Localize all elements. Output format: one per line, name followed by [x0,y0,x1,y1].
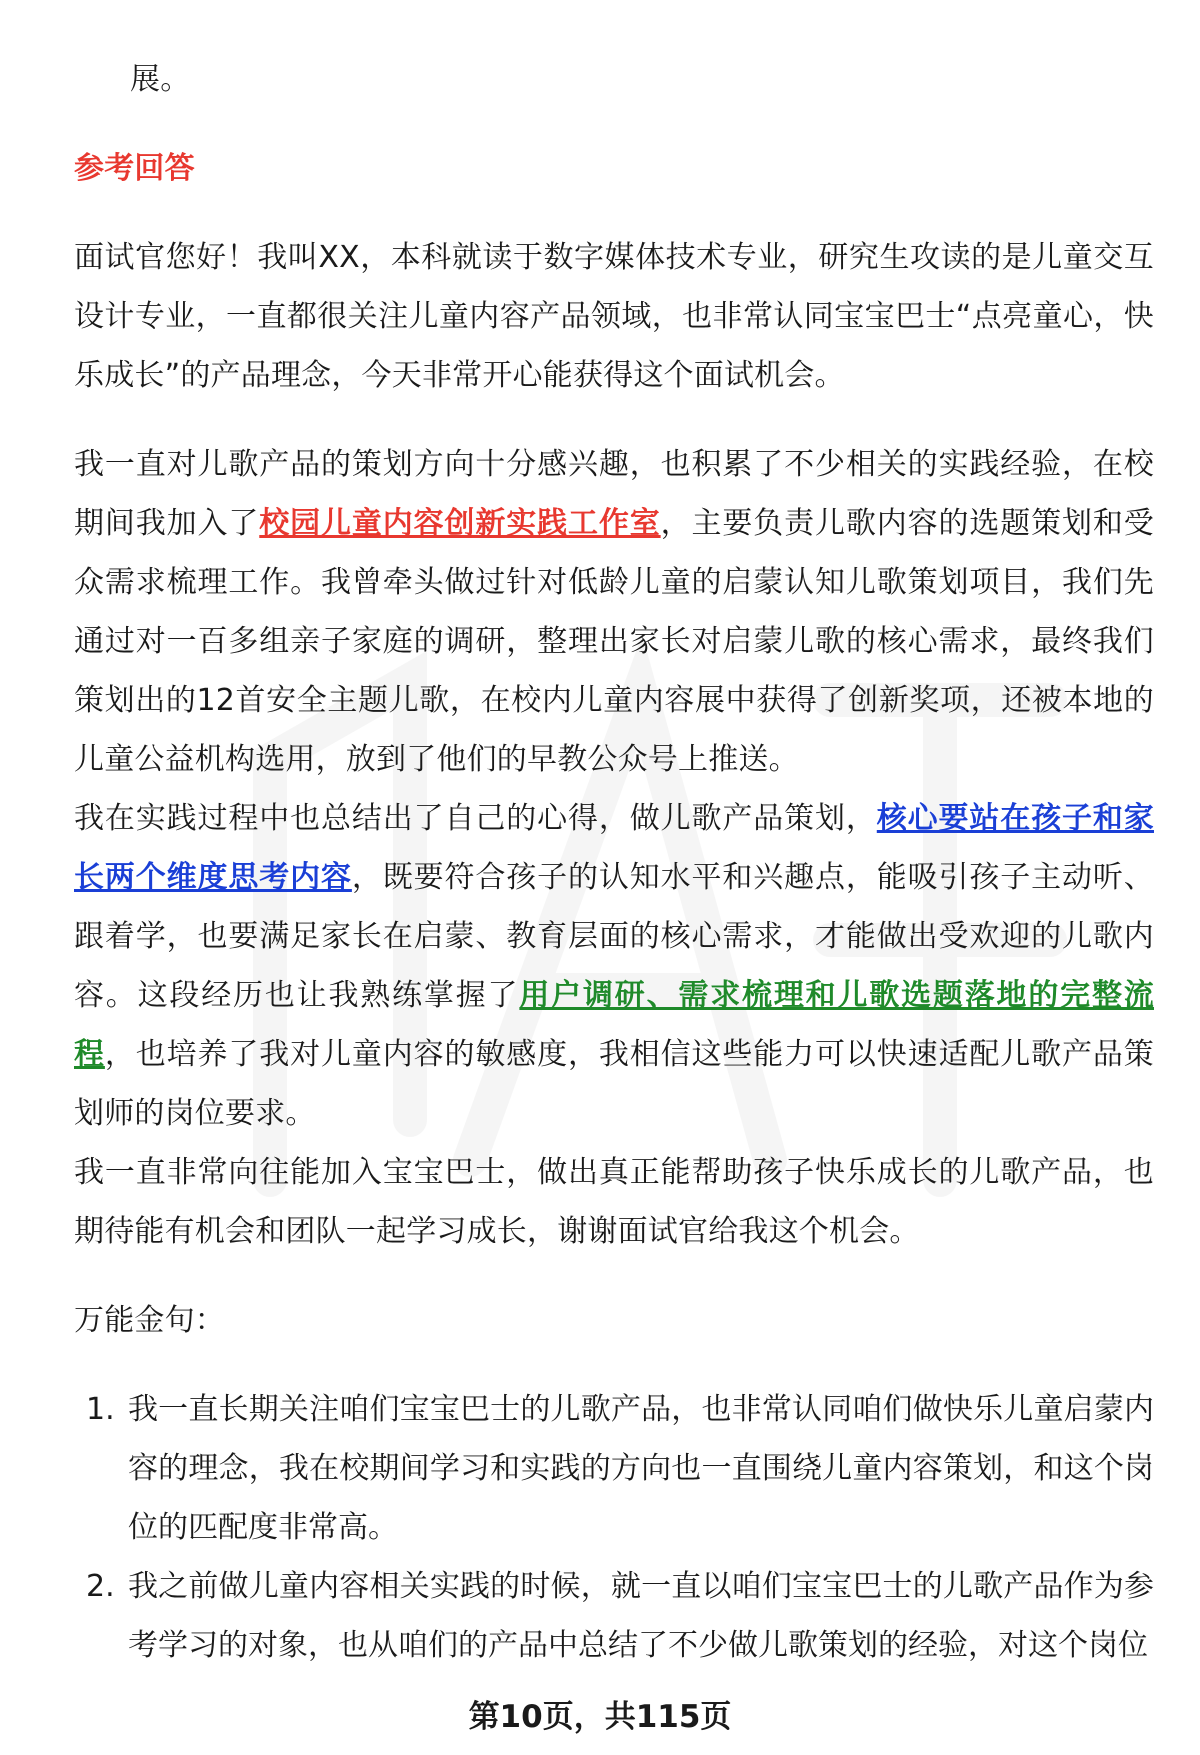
document-body [74,50,1154,1675]
intro-paragraph: 面试官您好！我叫XX，本科就读于数字媒体技术专业，研究生攻读的是儿童交互设计专业，一直都很关注儿童内容产品领域，也非常认同宝宝巴士“点亮童心，快乐成长”的产品理念，今天非常开心能获得这个面试机会。 [74,240,1154,393]
list-item [74,1557,1154,1675]
section-heading: 参考回答 [74,151,195,186]
list-number: 1. [86,1392,115,1427]
experience-paragraph [74,435,1154,789]
list-number: 2. [86,1569,115,1604]
insight-paragraph [74,789,1154,1143]
tips-label: 万能金句： [74,1303,225,1338]
insight-text-a: 我在实践过程中也总结出了自己的心得，做儿歌产品策划， [74,801,877,836]
continuation-text: 展。 [130,62,191,97]
list-item-text: 我之前做儿童内容相关实践的时候，就一直以咱们宝宝巴士的儿歌产品作为参考学习的对象，也从咱们的产品中总结了不少做儿歌策划的经验，对这个岗位 [128,1569,1154,1663]
tips-list [74,1380,1154,1675]
page-number-footer: 第10页，共115页 [468,1699,732,1735]
insight-text-b: ，既要符合孩子的认知水平和兴趣点，能吸引孩子主动听、跟着学，也要满足家长在启蒙、教育层面的核心需求，才能做出受欢迎的儿歌内容。这段经历也让我熟练掌握了 [74,860,1154,1013]
highlight-core-idea: 核心要站在孩子和家长两个维度思考内容 [74,801,1154,895]
insight-text-c: ，也培养了我对儿童内容的敏感度，我相信这些能力可以快速适配儿歌产品策划师的岗位要求。 [74,1037,1154,1131]
list-item [74,1380,1154,1557]
highlight-workflow: 用户调研、需求梳理和儿歌选题落地的完整流程 [74,978,1154,1072]
closing-paragraph: 我一直非常向往能加入宝宝巴士，做出真正能帮助孩子快乐成长的儿歌产品，也期待能有机会和团队一起学习成长，谢谢面试官给我这个机会。 [74,1155,1154,1249]
list-item-text: 我一直长期关注咱们宝宝巴士的儿歌产品，也非常认同咱们做快乐儿童启蒙内容的理念，我在校期间学习和实践的方向也一直围绕儿童内容策划，和这个岗位的匹配度非常高。 [128,1392,1154,1545]
experience-text-a: 我一直对儿歌产品的策划方向十分感兴趣，也积累了不少相关的实践经验，在校期间我加入了 [74,447,1154,541]
highlight-studio: 校园儿童内容创新实践工作室 [259,506,661,541]
experience-text-b: ，主要负责儿歌内容的选题策划和受众需求梳理工作。我曾牵头做过针对低龄儿童的启蒙认知儿歌策划项目，我们先通过对一百多组亲子家庭的调研，整理出家长对启蒙儿歌的核心需求，最终我们策划出的12首安全主题儿歌，在校内儿童内容展中获得了创新奖项，还被本地的儿童公益机构选用，放到了他们的早教公众号上推送。 [74,506,1154,777]
